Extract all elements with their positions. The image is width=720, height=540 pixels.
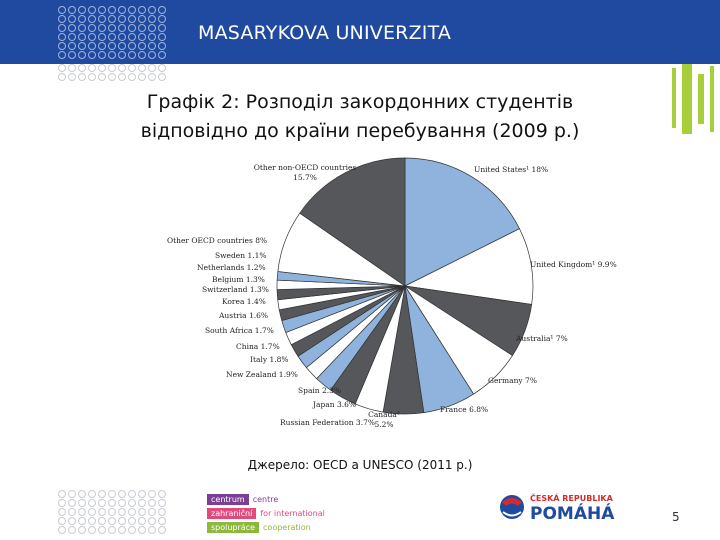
pie-label-korea: Korea 1.4% xyxy=(222,297,266,306)
university-name: MASARYKOVA UNIVERZITA xyxy=(198,22,452,44)
pie-label-other-non-oecd-countries-line1: Other non-OECD countries xyxy=(253,163,357,172)
logo-word-3: spolupráce xyxy=(207,522,259,533)
logo-line2: POMÁHÁ xyxy=(530,504,615,524)
czech-centre-logo xyxy=(207,494,325,534)
logo-word-2: zahraniční xyxy=(207,508,256,519)
pie-label-new-zealand: New Zealand 1.9% xyxy=(226,370,298,379)
pie-label-united-kingdom: United Kingdom¹ 9.9% xyxy=(530,260,617,269)
logo-text-1: centre xyxy=(252,495,279,504)
pie-label-australia: Australia¹ 7% xyxy=(516,334,568,343)
logo-word-1: centrum xyxy=(207,494,249,505)
pie-label-sweden: Sweden 1.1% xyxy=(215,251,267,260)
pie-label-italy: Italy 1.8% xyxy=(250,355,289,364)
pie-label-netherlands: Netherlands 1.2% xyxy=(197,263,266,272)
logo-line1: ČESKÁ REPUBLIKA xyxy=(530,494,613,503)
logo-text-2: for international xyxy=(260,509,325,518)
pie-label-france: France 6.8% xyxy=(440,405,489,414)
slide-title-line1: Графік 2: Розподіл закордонних студентів xyxy=(146,91,574,113)
pie-label-canada-line1: Canada² xyxy=(368,410,400,419)
slide-title-line2: відповідно до країни перебування (2009 р.) xyxy=(140,120,580,142)
pie-label-belgium: Belgium 1.3% xyxy=(212,275,265,284)
pie-label-russian-federation: Russian Federation 3.7% xyxy=(280,418,375,427)
pie-label-other-non-oecd-countries-line2: 15.7% xyxy=(293,173,317,182)
pie-label-austria: Austria 1.6% xyxy=(219,311,269,320)
pie-label-other-oecd-countries: Other OECD countries 8% xyxy=(167,236,268,245)
pie-label-canada-line2: 5.2% xyxy=(374,420,394,429)
pie-label-japan: Japan 3.6% xyxy=(313,400,357,409)
logo-text-3: cooperation xyxy=(263,523,311,532)
pie-label-spain: Spain 2.3% xyxy=(298,386,342,395)
pie-label-south-africa: South Africa 1.7% xyxy=(205,326,274,335)
pie-label-germany: Germany 7% xyxy=(488,376,537,385)
pie-label-switzerland: Switzerland 1.3% xyxy=(202,285,269,294)
page-number: 5 xyxy=(672,510,680,524)
pie-label-united-states: United States¹ 18% xyxy=(474,165,549,174)
source-note: Джерело: OECD a UNESCO (2011 р.) xyxy=(247,458,473,472)
globe-hands-icon xyxy=(498,492,526,522)
pie-label-china: China 1.7% xyxy=(236,342,280,351)
